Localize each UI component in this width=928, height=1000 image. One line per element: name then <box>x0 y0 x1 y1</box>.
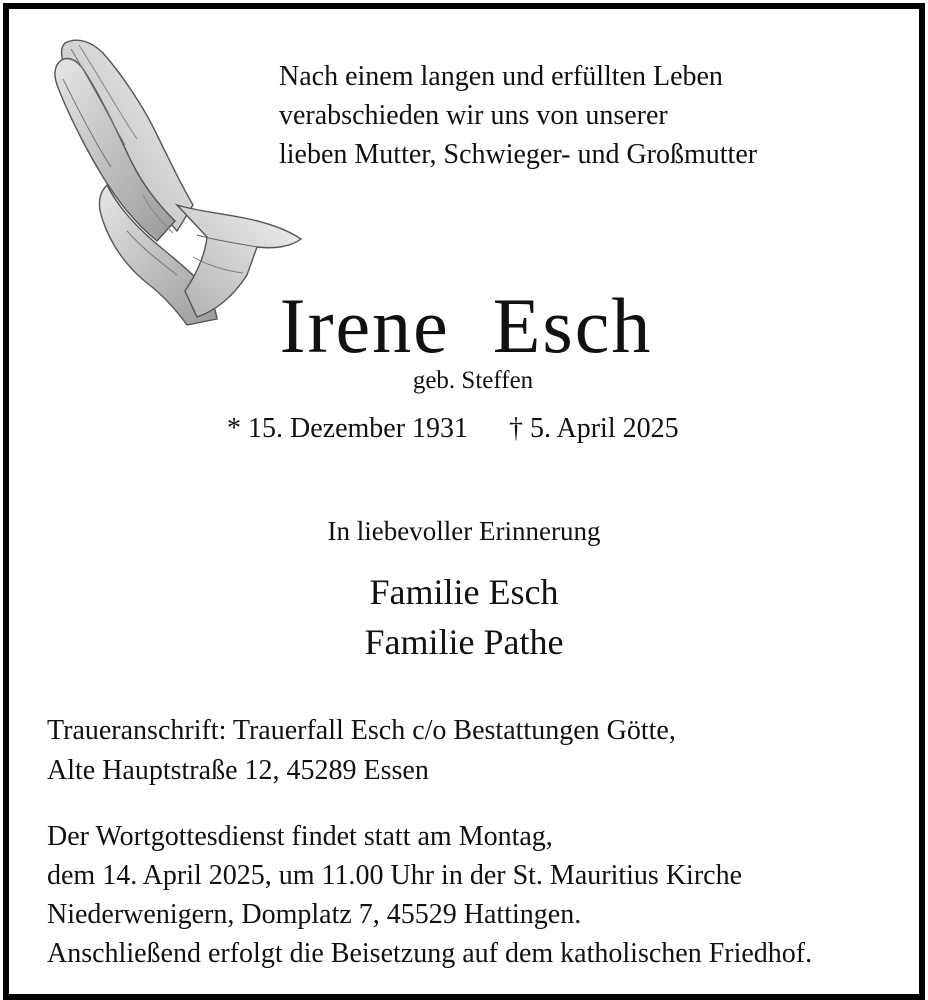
obituary-notice <box>3 3 925 1000</box>
service-line: dem 14. April 2025, um 11.00 Uhr in der St. Mauritius Kirche <box>47 860 742 891</box>
family-name: Familie Pathe <box>364 622 564 662</box>
intro-line: verabschieden wir uns von unserer <box>279 100 668 131</box>
life-dates <box>227 413 679 445</box>
mourning-address <box>47 711 676 791</box>
service-info <box>47 817 812 973</box>
intro-line: lieben Mutter, Schwieger- und Großmutter <box>279 139 758 170</box>
family-name: Familie Esch <box>369 572 559 612</box>
address-line: Alte Hauptstraße 12, 45289 Essen <box>47 755 429 786</box>
deceased-name: Irene Esch <box>279 282 653 369</box>
address-line: Traueranschrift: Trauerfall Esch c/o Bestattungen Götte, <box>47 715 676 746</box>
intro-line: Nach einem langen und erfüllten Leben <box>279 61 723 92</box>
maiden-name: geb. Steffen <box>412 367 534 394</box>
mourning-families <box>9 567 919 667</box>
memory-line: In liebevoller Erinnerung <box>327 516 601 546</box>
service-line: Der Wortgottesdienst findet statt am Montag, <box>47 821 553 852</box>
service-line: Anschließend erfolgt die Beisetzung auf dem katholischen Friedhof. <box>47 938 813 969</box>
service-line: Niederwenigern, Domplatz 7, 45529 Hattingen. <box>47 899 582 930</box>
intro-text <box>279 57 757 174</box>
death-date: † 5. April 2025 <box>509 413 679 444</box>
birth-date: * 15. Dezember 1931 <box>227 413 469 444</box>
